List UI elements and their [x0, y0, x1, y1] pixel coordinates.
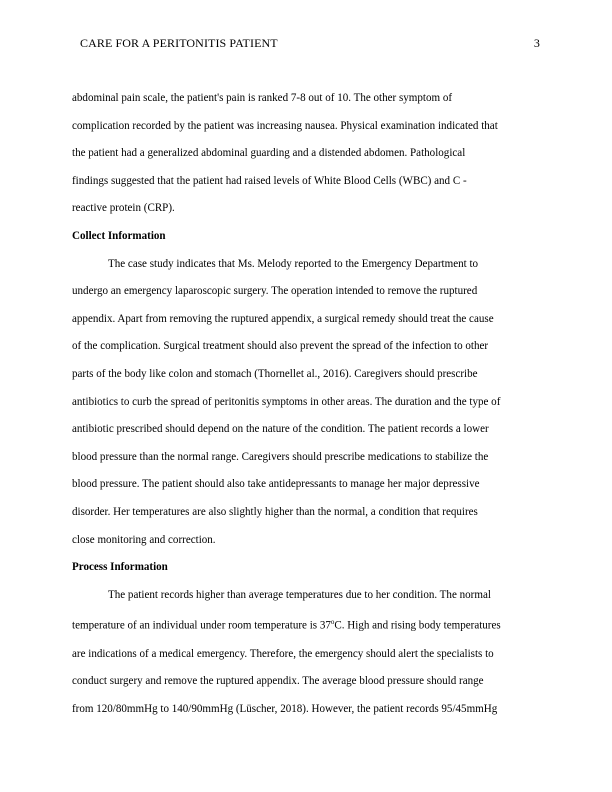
section-heading-collect-information: Collect Information — [72, 229, 166, 242]
text-line: antibiotics to curb the spread of peritonitis symptoms in other areas. The duration and the type of — [72, 395, 501, 408]
text-line: complication recorded by the patient was increasing nausea. Physical examination indicated that — [72, 119, 498, 132]
text-line: The patient records higher than average temperatures due to her condition. The normal — [108, 588, 491, 601]
paragraph-2 — [72, 251, 540, 555]
section-heading-process-information: Process Information — [72, 561, 168, 574]
text-line: parts of the body like colon and stomach (Thornellet al., 2016). Caregivers should prescribe — [72, 367, 478, 380]
text-line: are indications of a medical emergency. Therefore, the emergency should alert the specialists to — [72, 647, 494, 660]
running-head: CARE FOR A PERITONITIS PATIENT — [80, 36, 278, 50]
text-line: blood pressure than the normal range. Caregivers should prescribe medications to stabilize the — [72, 450, 489, 463]
text-line: findings suggested that the patient had raised levels of White Blood Cells (WBC) and C - — [72, 174, 467, 187]
paragraph-1 — [72, 85, 540, 223]
body-text — [72, 85, 540, 723]
text-line: the patient had a generalized abdominal guarding and a distended abdomen. Pathological — [72, 147, 466, 160]
text-line: conduct surgery and remove the ruptured appendix. The average blood pressure should range — [72, 675, 484, 688]
text-line: disorder. Her temperatures are also slightly higher than the normal, a condition that requires — [72, 505, 478, 518]
text-line: reactive protein (CRP). — [72, 202, 175, 215]
text-line: undergo an emergency laparoscopic surgery. The operation intended to remove the ruptured — [72, 285, 478, 298]
text-line-temperature — [72, 609, 540, 640]
text-line: The case study indicates that Ms. Melody reported to the Emergency Department to — [108, 257, 479, 270]
text-line: of the complication. Surgical treatment should also prevent the spread of the infection to other — [72, 340, 489, 353]
text-line: antibiotic prescribed should depend on the nature of the condition. The patient records a lower — [72, 423, 489, 436]
page-header — [80, 36, 540, 51]
page-number: 3 — [533, 36, 540, 50]
text-line: abdominal pain scale, the patient's pain is ranked 7-8 out of 10. The other symptom of — [72, 92, 453, 104]
text-line: from 120/80mmHg to 140/90mmHg (Lüscher, 2018). However, the patient records 95/45mmHg — [72, 702, 498, 715]
text-line: close monitoring and correction. — [72, 533, 216, 546]
paragraph-3 — [72, 582, 540, 724]
text-fragment: temperature of an individual under room temperature is 37 — [72, 619, 331, 632]
text-fragment: C. High and rising body temperatures — [334, 619, 501, 632]
text-line: blood pressure. The patient should also take antidepressants to manage her major depressive — [72, 478, 480, 491]
degree-superscript: o — [330, 618, 335, 627]
text-line: appendix. Apart from removing the ruptured appendix, a surgical remedy should treat the cause — [72, 312, 494, 325]
